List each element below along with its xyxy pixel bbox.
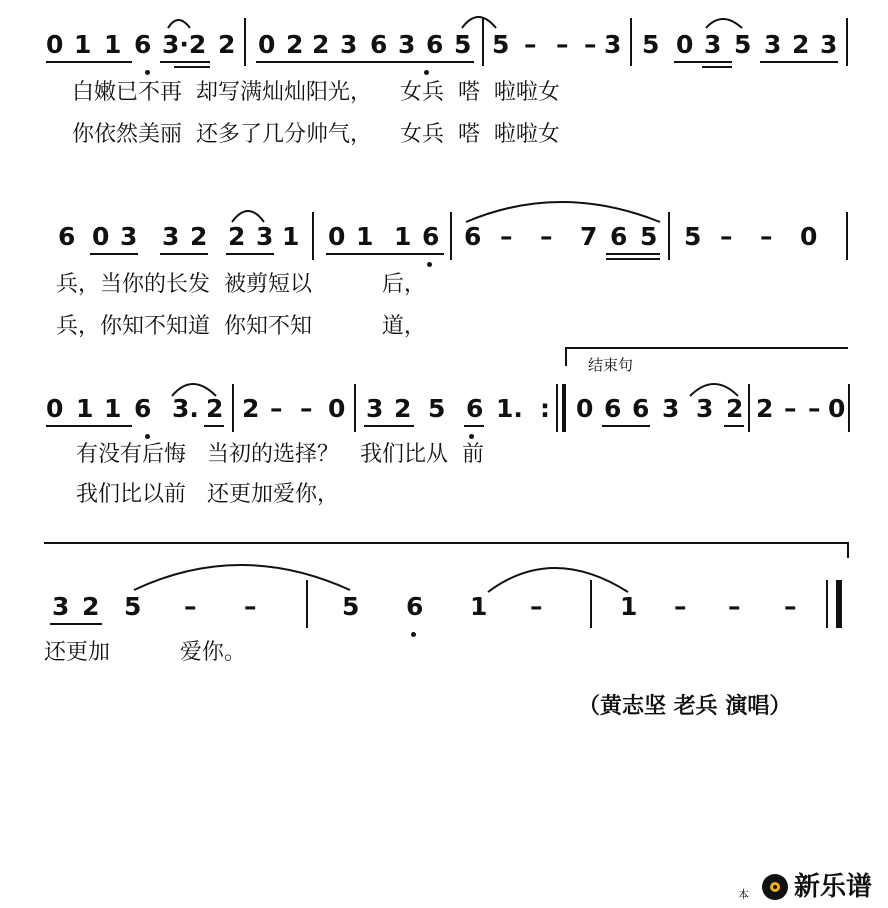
lyric-verse-1: 兵，当你的长发 被剪短以 后， [56, 272, 426, 297]
note: 3 [340, 30, 358, 59]
barline [556, 384, 558, 432]
note: 3. [172, 394, 199, 423]
note: 0 [576, 394, 594, 423]
note: 3 [704, 30, 722, 59]
note: 6 [134, 30, 152, 59]
dash: – [244, 592, 257, 621]
barline [312, 212, 314, 260]
note: 3 [662, 394, 680, 423]
lyric-verse-1: 有没有后悔 当初的选择？ 我们比从 前 [76, 442, 484, 467]
note: 3 [256, 222, 274, 251]
vinyl-disc-icon [760, 872, 790, 902]
note: 3 [764, 30, 782, 59]
note: 5 [642, 30, 660, 59]
note: 3 [604, 30, 622, 59]
dash: – [584, 30, 597, 59]
note: 0 [92, 222, 110, 251]
barline [630, 18, 632, 66]
dash: – [784, 394, 797, 423]
note: 6 [370, 30, 388, 59]
note: 3 [52, 592, 70, 621]
note: 1 [470, 592, 488, 621]
site-logo-text: 新乐谱 [794, 872, 873, 902]
dash: – [540, 222, 553, 251]
barline [846, 212, 848, 260]
note: 1 [74, 30, 92, 59]
note: 0 [328, 222, 346, 251]
note: 2 [286, 30, 304, 59]
note: 3 [162, 222, 180, 251]
dash: – [184, 592, 197, 621]
performer-credit: （黄志坚 老兵 演唱） [578, 694, 792, 719]
note: 6 [464, 222, 482, 251]
watermark-text: 本 [738, 888, 749, 901]
dash: – [674, 592, 687, 621]
note: 6 [134, 394, 152, 423]
note: 0 [828, 394, 846, 423]
note: 2 [242, 394, 260, 423]
lyric-verse-2: 兵，你知不知道 你知不知 道， [56, 314, 426, 339]
note: 1 [620, 592, 638, 621]
note: 6 [466, 394, 484, 423]
note: 2 [206, 394, 224, 423]
note: 2 [756, 394, 774, 423]
barline-thick [562, 384, 566, 432]
dash: – [530, 592, 543, 621]
dash: – [300, 394, 313, 423]
barline [848, 384, 850, 432]
barline [846, 18, 848, 66]
note: 1 [394, 222, 412, 251]
dash: – [270, 394, 283, 423]
note: 6 [604, 394, 622, 423]
note: 3 [696, 394, 714, 423]
note: 7 [580, 222, 598, 251]
note: 0 [258, 30, 276, 59]
note: 2 [394, 394, 412, 423]
note: 6 [426, 30, 444, 59]
note: 3·2 [162, 30, 207, 59]
note: 1 [76, 394, 94, 423]
note: 1 [104, 394, 122, 423]
lyric-verse-2: 我们比以前 还更加爱你， [76, 482, 339, 507]
note: 0 [46, 394, 64, 423]
dash: – [524, 30, 537, 59]
ending-label: 结束句 [588, 356, 634, 374]
note: 5 [342, 592, 360, 621]
repeat-sign: : [540, 394, 550, 423]
barline [306, 580, 308, 628]
note: 1 [356, 222, 374, 251]
note: 6 [632, 394, 650, 423]
note: 6 [610, 222, 628, 251]
lyric-verse-2: 你依然美丽 还多了几分帅气， 女兵 嗒 啦啦女 [72, 122, 560, 147]
dash: – [808, 394, 821, 423]
note: 0 [676, 30, 694, 59]
note: 3 [398, 30, 416, 59]
note: 5 [454, 30, 472, 59]
note: 2 [228, 222, 246, 251]
note: 2 [792, 30, 810, 59]
barline [590, 580, 592, 628]
note: 1. [496, 394, 523, 423]
note: 5 [124, 592, 142, 621]
dash: – [760, 222, 773, 251]
lyric-verse-1: 白嫩已不再 却写满灿灿阳光， 女兵 嗒 啦啦女 [72, 80, 560, 105]
dash: – [556, 30, 569, 59]
note: 5 [734, 30, 752, 59]
note: 0 [46, 30, 64, 59]
note: 5 [640, 222, 658, 251]
barline [748, 384, 750, 432]
note: 1 [104, 30, 122, 59]
note: 5 [684, 222, 702, 251]
note: 2 [190, 222, 208, 251]
lyric-verse-1: 还更加 爱你。 [44, 640, 246, 665]
note: 3 [366, 394, 384, 423]
barline [450, 212, 452, 260]
note: 6 [58, 222, 76, 251]
dash: – [500, 222, 513, 251]
note: 0 [800, 222, 818, 251]
dash: – [784, 592, 797, 621]
note: 1 [282, 222, 300, 251]
note: 5 [428, 394, 446, 423]
barline [826, 580, 828, 628]
barline [668, 212, 670, 260]
note: 2 [82, 592, 100, 621]
note: 2 [218, 30, 236, 59]
barline [232, 384, 234, 432]
note: 2 [726, 394, 744, 423]
note: 6 [406, 592, 424, 621]
barline [244, 18, 246, 66]
note: 2 [312, 30, 330, 59]
note: 3 [820, 30, 838, 59]
final-barline [836, 580, 842, 628]
note: 5 [492, 30, 510, 59]
note: 3 [120, 222, 138, 251]
dash: – [720, 222, 733, 251]
barline [354, 384, 356, 432]
note: 6 [422, 222, 440, 251]
note: 0 [328, 394, 346, 423]
barline [482, 18, 484, 66]
dash: – [728, 592, 741, 621]
